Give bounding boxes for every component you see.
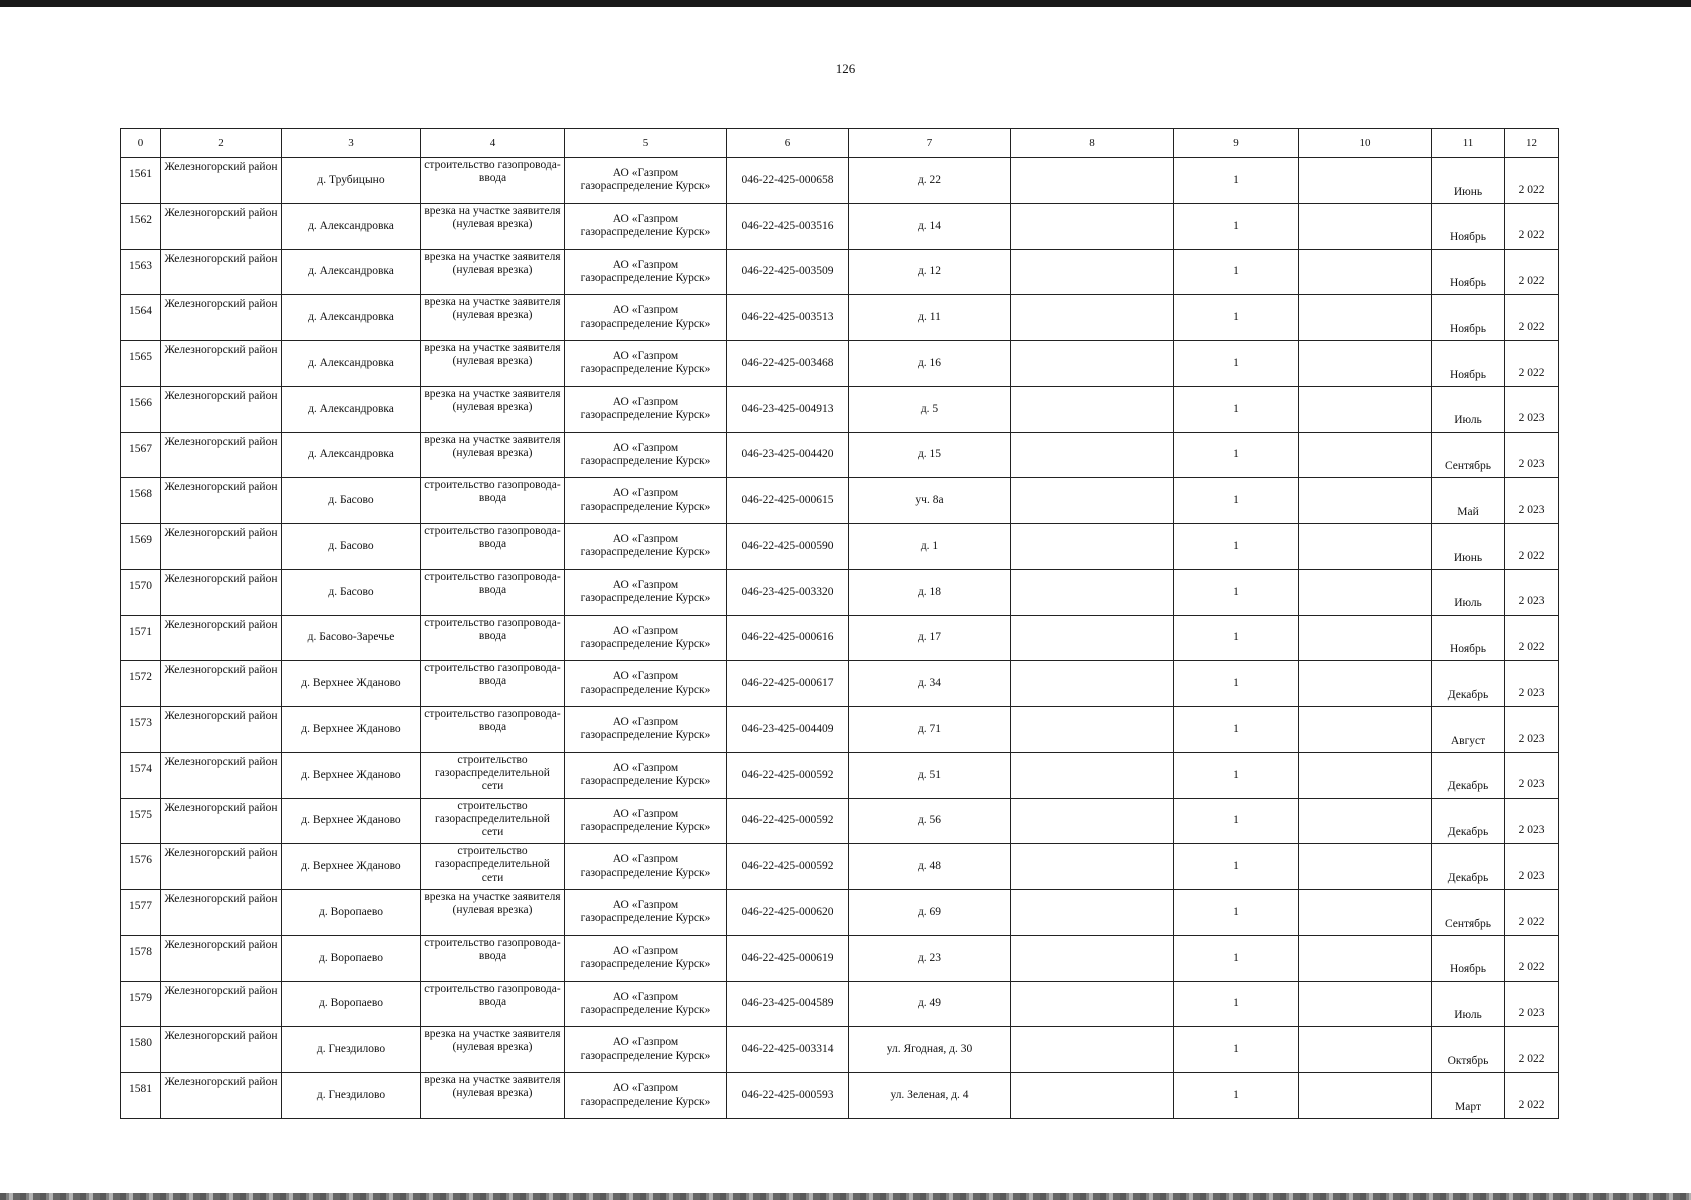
month-cell: Июнь [1432, 158, 1505, 204]
quantity-cell: 1 [1174, 752, 1299, 798]
work-type-cell: строительство газопровода-ввода [421, 569, 565, 615]
gasification-table [120, 128, 1559, 1119]
object-code-cell: 046-22-425-003468 [727, 341, 849, 387]
month-cell: Декабрь [1432, 844, 1505, 890]
column-8-cell [1011, 341, 1174, 387]
locality-cell: д. Верхнее Жданово [282, 844, 421, 890]
column-10-cell [1299, 524, 1432, 570]
column-8-cell [1011, 752, 1174, 798]
month-cell: Июль [1432, 569, 1505, 615]
address-cell: д. 69 [849, 890, 1011, 936]
quantity-cell: 1 [1174, 1027, 1299, 1073]
row-number-cell: 1564 [121, 295, 161, 341]
year-cell: 2 023 [1505, 432, 1559, 478]
object-code-cell: 046-22-425-003516 [727, 203, 849, 249]
column-8-cell [1011, 661, 1174, 707]
quantity-cell: 1 [1174, 935, 1299, 981]
object-code-cell: 046-22-425-000616 [727, 615, 849, 661]
quantity-cell: 1 [1174, 890, 1299, 936]
year-cell: 2 023 [1505, 981, 1559, 1027]
year-cell: 2 022 [1505, 158, 1559, 204]
quantity-cell: 1 [1174, 158, 1299, 204]
locality-cell: д. Гнездилово [282, 1073, 421, 1119]
locality-cell: д. Басово [282, 478, 421, 524]
year-cell: 2 022 [1505, 1027, 1559, 1073]
district-cell: Железногорский район [161, 478, 282, 524]
object-code-cell: 046-22-425-003513 [727, 295, 849, 341]
quantity-cell: 1 [1174, 524, 1299, 570]
work-type-cell: врезка на участке заявителя (нулевая врезка) [421, 890, 565, 936]
row-number-cell: 1567 [121, 432, 161, 478]
month-cell: Ноябрь [1432, 249, 1505, 295]
column-10-cell [1299, 844, 1432, 890]
column-8-cell [1011, 935, 1174, 981]
month-cell: Декабрь [1432, 752, 1505, 798]
column-10-cell [1299, 203, 1432, 249]
header-cell: 10 [1299, 129, 1432, 158]
object-code-cell: 046-22-425-000592 [727, 844, 849, 890]
address-cell: д. 51 [849, 752, 1011, 798]
work-type-cell: строительство газораспределительной сети [421, 798, 565, 844]
month-cell: Июнь [1432, 524, 1505, 570]
quantity-cell: 1 [1174, 844, 1299, 890]
organization-cell: АО «Газпром газораспределение Курск» [565, 203, 727, 249]
object-code-cell: 046-23-425-004409 [727, 707, 849, 753]
object-code-cell: 046-22-425-003509 [727, 249, 849, 295]
row-number-cell: 1565 [121, 341, 161, 387]
column-8-cell [1011, 386, 1174, 432]
object-code-cell: 046-23-425-004420 [727, 432, 849, 478]
row-number-cell: 1579 [121, 981, 161, 1027]
month-cell: Май [1432, 478, 1505, 524]
quantity-cell: 1 [1174, 1073, 1299, 1119]
organization-cell: АО «Газпром газораспределение Курск» [565, 341, 727, 387]
locality-cell: д. Александровка [282, 432, 421, 478]
work-type-cell: строительство газопровода-ввода [421, 158, 565, 204]
row-number-cell: 1569 [121, 524, 161, 570]
column-8-cell [1011, 158, 1174, 204]
month-cell: Сентябрь [1432, 432, 1505, 478]
year-cell: 2 022 [1505, 295, 1559, 341]
address-cell: д. 34 [849, 661, 1011, 707]
table-row [121, 1073, 1559, 1119]
quantity-cell: 1 [1174, 295, 1299, 341]
address-cell: д. 17 [849, 615, 1011, 661]
column-8-cell [1011, 707, 1174, 753]
organization-cell: АО «Газпром газораспределение Курск» [565, 478, 727, 524]
header-cell: 11 [1432, 129, 1505, 158]
organization-cell: АО «Газпром газораспределение Курск» [565, 798, 727, 844]
table-row [121, 844, 1559, 890]
district-cell: Железногорский район [161, 752, 282, 798]
scan-edge-top [0, 0, 1691, 7]
work-type-cell: врезка на участке заявителя (нулевая врезка) [421, 203, 565, 249]
work-type-cell: врезка на участке заявителя (нулевая врезка) [421, 249, 565, 295]
quantity-cell: 1 [1174, 569, 1299, 615]
header-cell: 7 [849, 129, 1011, 158]
quantity-cell: 1 [1174, 615, 1299, 661]
table-row [121, 203, 1559, 249]
organization-cell: АО «Газпром газораспределение Курск» [565, 981, 727, 1027]
quantity-cell: 1 [1174, 981, 1299, 1027]
row-number-cell: 1571 [121, 615, 161, 661]
column-8-cell [1011, 981, 1174, 1027]
district-cell: Железногорский район [161, 798, 282, 844]
object-code-cell: 046-22-425-000592 [727, 798, 849, 844]
table-row [121, 798, 1559, 844]
object-code-cell: 046-23-425-004589 [727, 981, 849, 1027]
column-10-cell [1299, 478, 1432, 524]
table-row [121, 661, 1559, 707]
quantity-cell: 1 [1174, 341, 1299, 387]
column-10-cell [1299, 752, 1432, 798]
month-cell: Октябрь [1432, 1027, 1505, 1073]
column-8-cell [1011, 844, 1174, 890]
district-cell: Железногорский район [161, 1073, 282, 1119]
row-number-cell: 1580 [121, 1027, 161, 1073]
column-10-cell [1299, 1073, 1432, 1119]
district-cell: Железногорский район [161, 935, 282, 981]
address-cell: ул. Ягодная, д. 30 [849, 1027, 1011, 1073]
address-cell: д. 11 [849, 295, 1011, 341]
address-cell: д. 15 [849, 432, 1011, 478]
address-cell: д. 16 [849, 341, 1011, 387]
object-code-cell: 046-23-425-003320 [727, 569, 849, 615]
year-cell: 2 023 [1505, 478, 1559, 524]
year-cell: 2 023 [1505, 569, 1559, 615]
page-number: 126 [835, 61, 856, 76]
work-type-cell: строительство газопровода-ввода [421, 707, 565, 753]
header-cell: 9 [1174, 129, 1299, 158]
row-number-cell: 1566 [121, 386, 161, 432]
column-8-cell [1011, 432, 1174, 478]
month-cell: Август [1432, 707, 1505, 753]
year-cell: 2 022 [1505, 524, 1559, 570]
work-type-cell: врезка на участке заявителя (нулевая врезка) [421, 341, 565, 387]
locality-cell: д. Александровка [282, 295, 421, 341]
month-cell: Сентябрь [1432, 890, 1505, 936]
object-code-cell: 046-23-425-004913 [727, 386, 849, 432]
month-cell: Декабрь [1432, 661, 1505, 707]
column-8-cell [1011, 524, 1174, 570]
address-cell: д. 56 [849, 798, 1011, 844]
month-cell: Июль [1432, 981, 1505, 1027]
object-code-cell: 046-22-425-000615 [727, 478, 849, 524]
work-type-cell: строительство газопровода-ввода [421, 615, 565, 661]
table-row [121, 341, 1559, 387]
month-cell: Ноябрь [1432, 935, 1505, 981]
column-10-cell [1299, 981, 1432, 1027]
table-row [121, 158, 1559, 204]
address-cell: уч. 8а [849, 478, 1011, 524]
row-number-cell: 1572 [121, 661, 161, 707]
header-cell: 2 [161, 129, 282, 158]
locality-cell: д. Александровка [282, 341, 421, 387]
month-cell: Декабрь [1432, 798, 1505, 844]
year-cell: 2 022 [1505, 1073, 1559, 1119]
column-10-cell [1299, 798, 1432, 844]
table-row [121, 935, 1559, 981]
table-row [121, 890, 1559, 936]
header-row [121, 129, 1559, 158]
district-cell: Железногорский район [161, 158, 282, 204]
locality-cell: д. Верхнее Жданово [282, 752, 421, 798]
district-cell: Железногорский район [161, 661, 282, 707]
quantity-cell: 1 [1174, 203, 1299, 249]
month-cell: Ноябрь [1432, 295, 1505, 341]
year-cell: 2 023 [1505, 661, 1559, 707]
header-cell: 6 [727, 129, 849, 158]
work-type-cell: строительство газопровода-ввода [421, 935, 565, 981]
year-cell: 2 023 [1505, 798, 1559, 844]
organization-cell: АО «Газпром газораспределение Курск» [565, 295, 727, 341]
table-row [121, 615, 1559, 661]
year-cell: 2 022 [1505, 615, 1559, 661]
table-row [121, 1027, 1559, 1073]
row-number-cell: 1577 [121, 890, 161, 936]
row-number-cell: 1570 [121, 569, 161, 615]
column-8-cell [1011, 478, 1174, 524]
organization-cell: АО «Газпром газораспределение Курск» [565, 432, 727, 478]
column-10-cell [1299, 386, 1432, 432]
month-cell: Ноябрь [1432, 203, 1505, 249]
organization-cell: АО «Газпром газораспределение Курск» [565, 890, 727, 936]
work-type-cell: строительство газопровода-ввода [421, 524, 565, 570]
column-10-cell [1299, 158, 1432, 204]
row-number-cell: 1568 [121, 478, 161, 524]
work-type-cell: врезка на участке заявителя (нулевая врезка) [421, 1027, 565, 1073]
month-cell: Ноябрь [1432, 615, 1505, 661]
work-type-cell: строительство газораспределительной сети [421, 844, 565, 890]
locality-cell: д. Верхнее Жданово [282, 798, 421, 844]
year-cell: 2 022 [1505, 935, 1559, 981]
work-type-cell: врезка на участке заявителя (нулевая врезка) [421, 432, 565, 478]
locality-cell: д. Басово-Заречье [282, 615, 421, 661]
column-10-cell [1299, 935, 1432, 981]
district-cell: Железногорский район [161, 615, 282, 661]
header-cell: 0 [121, 129, 161, 158]
year-cell: 2 022 [1505, 890, 1559, 936]
work-type-cell: строительство газопровода-ввода [421, 661, 565, 707]
locality-cell: д. Басово [282, 569, 421, 615]
table-row [121, 752, 1559, 798]
column-8-cell [1011, 615, 1174, 661]
district-cell: Железногорский район [161, 524, 282, 570]
locality-cell: д. Воропаево [282, 890, 421, 936]
address-cell: д. 49 [849, 981, 1011, 1027]
header-cell: 4 [421, 129, 565, 158]
column-10-cell [1299, 707, 1432, 753]
address-cell: д. 22 [849, 158, 1011, 204]
quantity-cell: 1 [1174, 432, 1299, 478]
organization-cell: АО «Газпром газораспределение Курск» [565, 249, 727, 295]
column-8-cell [1011, 249, 1174, 295]
locality-cell: д. Воропаево [282, 981, 421, 1027]
locality-cell: д. Верхнее Жданово [282, 661, 421, 707]
column-10-cell [1299, 569, 1432, 615]
year-cell: 2 023 [1505, 844, 1559, 890]
row-number-cell: 1563 [121, 249, 161, 295]
row-number-cell: 1573 [121, 707, 161, 753]
column-10-cell [1299, 341, 1432, 387]
header-cell: 8 [1011, 129, 1174, 158]
column-10-cell [1299, 615, 1432, 661]
column-8-cell [1011, 203, 1174, 249]
row-number-cell: 1581 [121, 1073, 161, 1119]
column-8-cell [1011, 569, 1174, 615]
year-cell: 2 022 [1505, 203, 1559, 249]
locality-cell: д. Верхнее Жданово [282, 707, 421, 753]
year-cell: 2 022 [1505, 249, 1559, 295]
work-type-cell: врезка на участке заявителя (нулевая врезка) [421, 386, 565, 432]
organization-cell: АО «Газпром газораспределение Курск» [565, 158, 727, 204]
object-code-cell: 046-22-425-000590 [727, 524, 849, 570]
organization-cell: АО «Газпром газораспределение Курск» [565, 386, 727, 432]
locality-cell: д. Воропаево [282, 935, 421, 981]
district-cell: Железногорский район [161, 249, 282, 295]
row-number-cell: 1561 [121, 158, 161, 204]
address-cell: д. 71 [849, 707, 1011, 753]
column-8-cell [1011, 1073, 1174, 1119]
table-row [121, 569, 1559, 615]
locality-cell: д. Александровка [282, 203, 421, 249]
address-cell: д. 1 [849, 524, 1011, 570]
quantity-cell: 1 [1174, 386, 1299, 432]
organization-cell: АО «Газпром газораспределение Курск» [565, 569, 727, 615]
district-cell: Железногорский район [161, 386, 282, 432]
table-row [121, 524, 1559, 570]
district-cell: Железногорский район [161, 341, 282, 387]
month-cell: Март [1432, 1073, 1505, 1119]
column-10-cell [1299, 249, 1432, 295]
scan-edge-bottom [0, 1193, 1691, 1200]
column-10-cell [1299, 661, 1432, 707]
month-cell: Июль [1432, 386, 1505, 432]
district-cell: Железногорский район [161, 890, 282, 936]
work-type-cell: врезка на участке заявителя (нулевая врезка) [421, 295, 565, 341]
district-cell: Железногорский район [161, 569, 282, 615]
table-body [121, 158, 1559, 1119]
address-cell: д. 14 [849, 203, 1011, 249]
column-8-cell [1011, 1027, 1174, 1073]
year-cell: 2 023 [1505, 752, 1559, 798]
year-cell: 2 023 [1505, 386, 1559, 432]
organization-cell: АО «Газпром газораспределение Курск» [565, 1027, 727, 1073]
header-cell: 12 [1505, 129, 1559, 158]
address-cell: д. 18 [849, 569, 1011, 615]
district-cell: Железногорский район [161, 844, 282, 890]
locality-cell: д. Басово [282, 524, 421, 570]
address-cell: д. 12 [849, 249, 1011, 295]
table-row [121, 981, 1559, 1027]
quantity-cell: 1 [1174, 707, 1299, 753]
object-code-cell: 046-22-425-000620 [727, 890, 849, 936]
organization-cell: АО «Газпром газораспределение Курск» [565, 752, 727, 798]
table-row [121, 478, 1559, 524]
table-row [121, 707, 1559, 753]
row-number-cell: 1574 [121, 752, 161, 798]
table-row [121, 386, 1559, 432]
address-cell: д. 23 [849, 935, 1011, 981]
column-10-cell [1299, 890, 1432, 936]
column-8-cell [1011, 295, 1174, 341]
district-cell: Железногорский район [161, 203, 282, 249]
work-type-cell: строительство газопровода-ввода [421, 478, 565, 524]
locality-cell: д. Александровка [282, 249, 421, 295]
row-number-cell: 1562 [121, 203, 161, 249]
year-cell: 2 023 [1505, 707, 1559, 753]
column-10-cell [1299, 432, 1432, 478]
row-number-cell: 1576 [121, 844, 161, 890]
object-code-cell: 046-22-425-003314 [727, 1027, 849, 1073]
row-number-cell: 1578 [121, 935, 161, 981]
organization-cell: АО «Газпром газораспределение Курск» [565, 935, 727, 981]
column-8-cell [1011, 890, 1174, 936]
table-row [121, 295, 1559, 341]
quantity-cell: 1 [1174, 249, 1299, 295]
organization-cell: АО «Газпром газораспределение Курск» [565, 844, 727, 890]
header-cell: 3 [282, 129, 421, 158]
work-type-cell: строительство газопровода-ввода [421, 981, 565, 1027]
address-cell: д. 5 [849, 386, 1011, 432]
district-cell: Железногорский район [161, 707, 282, 753]
organization-cell: АО «Газпром газораспределение Курск» [565, 707, 727, 753]
address-cell: д. 48 [849, 844, 1011, 890]
column-10-cell [1299, 295, 1432, 341]
object-code-cell: 046-22-425-000617 [727, 661, 849, 707]
object-code-cell: 046-22-425-000619 [727, 935, 849, 981]
object-code-cell: 046-22-425-000592 [727, 752, 849, 798]
district-cell: Железногорский район [161, 1027, 282, 1073]
locality-cell: д. Трубицыно [282, 158, 421, 204]
table-row [121, 432, 1559, 478]
district-cell: Железногорский район [161, 295, 282, 341]
month-cell: Ноябрь [1432, 341, 1505, 387]
work-type-cell: врезка на участке заявителя (нулевая врезка) [421, 1073, 565, 1119]
locality-cell: д. Гнездилово [282, 1027, 421, 1073]
table-row [121, 249, 1559, 295]
work-type-cell: строительство газораспределительной сети [421, 752, 565, 798]
organization-cell: АО «Газпром газораспределение Курск» [565, 661, 727, 707]
address-cell: ул. Зеленая, д. 4 [849, 1073, 1011, 1119]
column-8-cell [1011, 798, 1174, 844]
quantity-cell: 1 [1174, 661, 1299, 707]
quantity-cell: 1 [1174, 478, 1299, 524]
organization-cell: АО «Газпром газораспределение Курск» [565, 615, 727, 661]
district-cell: Железногорский район [161, 432, 282, 478]
column-10-cell [1299, 1027, 1432, 1073]
locality-cell: д. Александровка [282, 386, 421, 432]
object-code-cell: 046-22-425-000658 [727, 158, 849, 204]
organization-cell: АО «Газпром газораспределение Курск» [565, 524, 727, 570]
organization-cell: АО «Газпром газораспределение Курск» [565, 1073, 727, 1119]
row-number-cell: 1575 [121, 798, 161, 844]
quantity-cell: 1 [1174, 798, 1299, 844]
year-cell: 2 022 [1505, 341, 1559, 387]
object-code-cell: 046-22-425-000593 [727, 1073, 849, 1119]
header-cell: 5 [565, 129, 727, 158]
district-cell: Железногорский район [161, 981, 282, 1027]
